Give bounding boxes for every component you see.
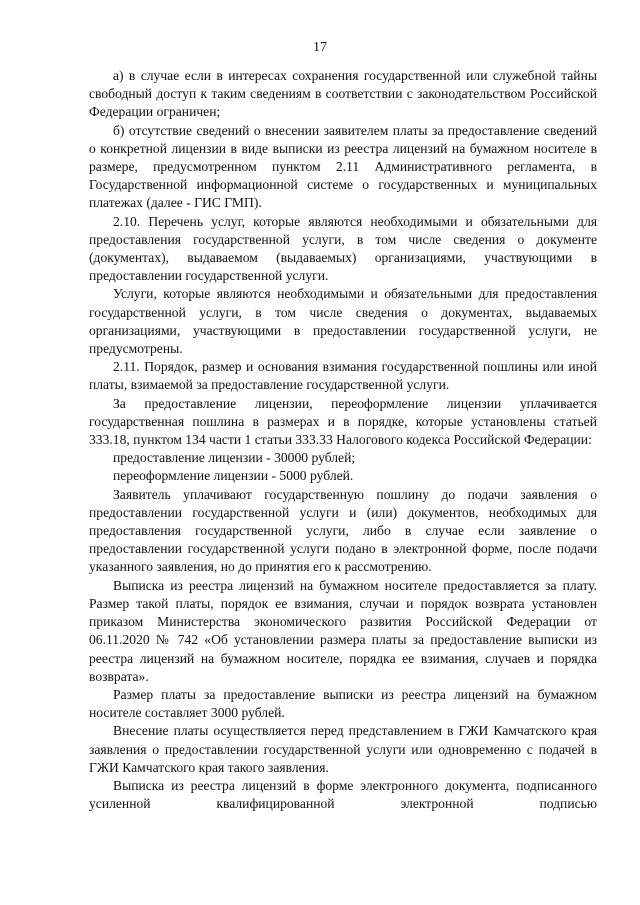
document-body: [89, 67, 597, 813]
paragraph-applicant-pays: Заявитель уплачивают государственную пошлину до подачи заявления о предоставлении государственной услуги и (или) документов, необходимых для предоставления государственной услуги, либо в случае если заявление о предоставлении государственной услуги подано в электронной форме, после подачи указанного заявления, но до принятия его к рассмотрению.: [89, 486, 597, 575]
paragraph-a: а) в случае если в интересах сохранения государственной или служебной тайны свободный доступ к таким сведениям в соответствии с законодательством Российской Федерации ограничен;: [89, 68, 597, 120]
paragraph-payment-timing: Внесение платы осуществляется перед представлением в ГЖИ Камчатского края заявления о предоставлении государственной услуги или одновременно с подачей в ГЖИ Камчатского края такого заявления.: [89, 723, 597, 775]
paragraph-services: Услуги, которые являются необходимыми и обязательными для предоставления государственной услуги, в том числе сведения о документах, выдаваемых организациями, участвующими в предоставлении государственной услуги, не предусмотрены.: [89, 286, 597, 357]
paragraph-electronic-extract: Выписка из реестра лицензий в форме электронного документа, подписанного усиленной квалифицированной электронной подписью: [89, 777, 597, 812]
paragraph-2-10: 2.10. Перечень услуг, которые являются необходимыми и обязательными для предоставления государственной услуги, в том числе сведения о документе (документах), выдаваемом (выдаваемых) организациями, участвующими в предоставлении государственной услуги.: [89, 213, 597, 284]
page-number: 17: [313, 40, 327, 55]
paragraph-license-fee: предоставление лицензии - 30000 рублей;: [113, 450, 356, 466]
paragraph-extract-fee: Размер платы за предоставление выписки из реестра лицензий на бумажном носителе составляет 3000 рублей.: [89, 686, 597, 721]
paragraph-2-11: 2.11. Порядок, размер и основания взимания государственной пошлины или иной платы, взимаемой за предоставление государственной услуги.: [89, 359, 597, 393]
paragraph-extract-paid: Выписка из реестра лицензий на бумажном носителе предоставляется за плату. Размер такой платы, порядок ее взимания, случаи и порядок возврата установлен приказом Министерства экономического развития Российской Федерации от 06.11.2020 № 742 «Об установлении размера платы за предоставление выписки из реестра лицензий на бумажном носителе, порядка ее взимания, случаев и порядка возврата».: [89, 577, 597, 684]
paragraph-state-duty: За предоставление лицензии, переоформление лицензии уплачивается государственная пошлина в размерах и в порядке, которые установлены статьей 333.18, пунктом 134 части 1 статьи 333.33 Налогового кодекса Российской Федерации:: [89, 395, 597, 448]
paragraph-b: б) отсутствие сведений о внесении заявителем платы за предоставление сведений о конкретной лицензии в виде выписки из реестра лицензий на бумажном носителе в размере, предусмотренном пунктом 2.11 Административного регламента, в Государственной информационной системе о государственных и муниципальных платежах (далее - ГИС ГМП).: [89, 122, 597, 211]
paragraph-reissue-fee: переоформление лицензии - 5000 рублей.: [113, 468, 354, 484]
